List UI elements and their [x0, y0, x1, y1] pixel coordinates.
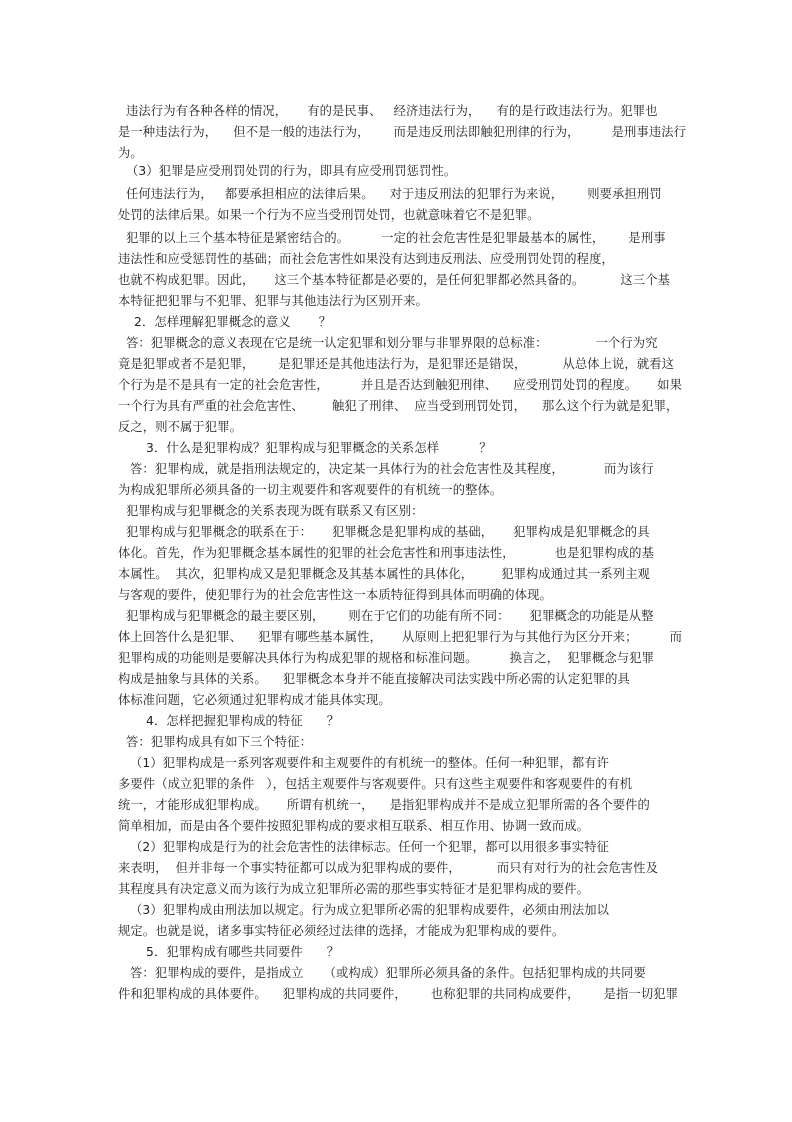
text-line: 体上回答什么是犯罪、 犯罪有哪些基本属性， 从原则上把犯罪行为与其他行为区分开来； 而	[118, 630, 683, 644]
text-line: 违法行为有各种各样的情况， 有的是民事、 经济违法行为， 有的是行政违法行为。犯罪也	[118, 104, 658, 118]
text-line: 本特征把犯罪与不犯罪、犯罪与其他违法行为区别开来。	[118, 294, 428, 308]
text-line: 违法性和应受惩罚性的基础；而社会危害性如果没有达到违反刑法、应受刑罚处罚的程度，	[118, 252, 614, 266]
text-line: 统一，才能形成犯罪构成。 所谓有机统一， 是指犯罪构成并不是成立犯罪所需的各个要件的	[118, 798, 650, 812]
text-line: 与客观的要件，使犯罪行为的社会危害性这一本质特征得到具体而明确的体现。	[118, 588, 552, 602]
text-line: 2．怎样理解犯罪概念的意义 ？	[118, 315, 332, 329]
text-line: 体标准问题，它必须通过犯罪构成才能具体实现。	[118, 693, 391, 707]
text-line: 简单相加，而是由各个要件按照犯罪构成的要求相互联系、相互作用、协调一致而成。	[118, 819, 590, 833]
text-line: （2）犯罪构成是行为的社会危害性的法律标志。任何一个犯罪，都可以用很多事实特征	[118, 840, 610, 854]
text-line: 体化。首先，作为犯罪概念基本属性的犯罪的社会危害性和刑事违法性， 也是犯罪构成的基	[118, 546, 654, 560]
text-line: 反之，则不属于犯罪。	[118, 420, 242, 434]
text-line: 件和犯罪构成的具体要件。 犯罪构成的共同要件， 也称犯罪的共同构成要件， 是指一切犯罪	[118, 987, 679, 1001]
text-line: 犯罪构成与犯罪概念的关系表现为既有联系又有区别：	[118, 504, 424, 518]
text-line: 为。	[118, 146, 143, 160]
text-line: 多要件（成立犯罪的条件 ），包括主观要件与客观要件。只有这些主观要件和客观要件的有机	[118, 777, 633, 791]
text-line: 4．怎样把握犯罪构成的特征 ？	[118, 714, 340, 728]
text-line: 犯罪的以上三个基本特征是紧密结合的。 一定的社会危害性是犯罪最基本的属性， 是刑事	[118, 231, 666, 245]
text-line: 是一种违法行为， 但不是一般的违法行为， 而是违反刑法即触犯刑律的行为， 是刑事违法行	[118, 125, 687, 139]
text-line: 为构成犯罪所必须具备的一切主观要件和客观要件的有机统一的整体。	[118, 483, 503, 497]
text-line: 答：犯罪构成的要件，是指成立 （或构成）犯罪所必须具备的条件。包括犯罪构成的共同要	[118, 966, 646, 980]
text-line: 其程度具有决定意义而为该行为成立犯罪所必需的那些事实特征才是犯罪构成的要件。	[118, 882, 590, 896]
text-line: 犯罪构成的功能则是要解决具体行为构成犯罪的规格和标准问题。 换言之， 犯罪概念与犯罪	[118, 651, 654, 665]
text-line: 也就不构成犯罪。因此， 这三个基本特征都是必要的，是任何犯罪都必然具备的。 这三个基	[118, 273, 670, 287]
text-line: （1）犯罪构成是一系列客观要件和主观要件的有机统一的整体。任何一种犯罪，都有许	[118, 756, 610, 770]
text-line: 犯罪构成与犯罪概念的最主要区别， 则在于它们的功能有所不同： 犯罪概念的功能是从整	[118, 609, 654, 623]
text-line: （3）犯罪是应受刑罚处罚的行为，即具有应受刑罚惩罚性。	[118, 164, 457, 178]
text-line: 规定。也就是说，诸多事实特征必须经过法律的选择，才能成为犯罪构成的要件。	[118, 924, 565, 938]
text-line: 来表明， 但并非每一个事实特征都可以成为犯罪构成的要件， 而只有对行为的社会危害性及	[118, 861, 658, 875]
text-line: 处罚的法律后果。如果一个行为不应当受刑罚处罚，也就意味着它不是犯罪。	[118, 208, 540, 222]
text-line: 答：犯罪构成，就是指刑法规定的，决定某一具体行为的社会危害性及其程度， 而为该行	[118, 462, 654, 476]
text-line: 构成是抽象与具体的关系。 犯罪概念本身并不能直接解决司法实践中所必需的认定犯罪的具	[118, 672, 630, 686]
text-line: 竟是犯罪或者不是犯罪， 是犯罪还是其他违法行为，是犯罪还是错误， 从总体上说，就看这	[118, 357, 675, 371]
text-line: 答：犯罪概念的意义表现在它是统一认定犯罪和划分罪与非罪界限的总标准： 一个行为究	[118, 336, 658, 350]
text-line: 一个行为具有严重的社会危害性、 触犯了刑律、 应当受到刑罚处罚， 那么这个行为就是犯罪，	[118, 399, 679, 413]
text-line: 本属性。 其次，犯罪构成又是犯罪概念及其基本属性的具体化， 犯罪构成通过其一系列主观	[118, 567, 650, 581]
text-line: 个行为是不是具有一定的社会危害性， 并且是否达到触犯刑律、 应受刑罚处罚的程度。 如果	[118, 378, 683, 392]
text-line: 答：犯罪构成具有如下三个特征：	[118, 735, 312, 749]
text-line: （3）犯罪构成由刑法加以规定。行为成立犯罪所必需的犯罪构成要件，必须由刑法加以	[118, 903, 610, 917]
text-line: 犯罪构成与犯罪概念的联系在于： 犯罪概念是犯罪构成的基础， 犯罪构成是犯罪概念的具	[118, 525, 650, 539]
text-line: 5．犯罪构成有哪些共同要件 ？	[118, 945, 340, 959]
text-line: 3．什么是犯罪构成？犯罪构成与犯罪概念的关系怎样 ？	[118, 441, 492, 455]
text-line: 任何违法行为， 都要承担相应的法律后果。 对于违反刑法的犯罪行为来说， 则要承担刑罚	[118, 187, 662, 201]
